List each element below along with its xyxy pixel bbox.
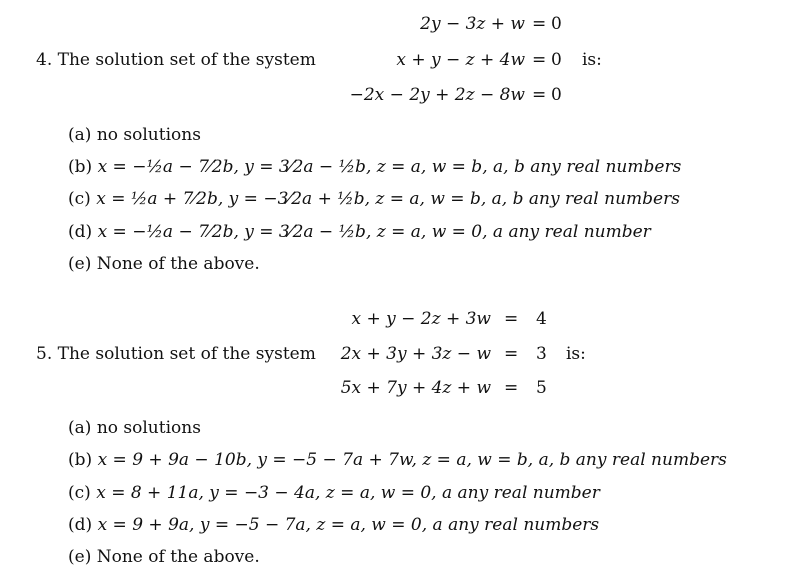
option-label: (a) [68, 418, 97, 438]
option-text: x = 9 + 9a − 10b, y = −5 − 7a + 7w, z = a, w = b, a, b any real numbers [97, 450, 727, 470]
answer-option[interactable] [68, 254, 260, 274]
option-label: (d) [68, 222, 98, 242]
answer-option[interactable] [68, 547, 260, 567]
equation-row [0, 14, 789, 36]
answer-option[interactable] [68, 450, 727, 470]
option-label: (e) [68, 547, 97, 567]
option-label: (e) [68, 254, 97, 274]
equation-relation: = [532, 50, 547, 70]
answer-option[interactable] [68, 483, 600, 503]
problem-prompt: 4. The solution set of the system [36, 50, 316, 70]
option-text: None of the above. [96, 547, 260, 567]
equation-rhs: 5 [536, 378, 547, 398]
equation-lhs: 2y − 3z + w [420, 14, 525, 34]
equation-rhs: 0 [551, 85, 562, 105]
equation-row [0, 50, 789, 72]
answer-option[interactable] [68, 125, 201, 145]
answer-option[interactable] [68, 515, 599, 535]
equation-relation: = [532, 85, 547, 105]
option-text: x = −½a − 7⁄2b, y = 3⁄2a − ½b, z = a, w = b, a, b any real numbers [97, 157, 682, 177]
equation-rhs: 3 [536, 344, 547, 364]
equation-lhs: x + y − z + 4w [396, 50, 525, 70]
problem-suffix: is: [566, 344, 586, 364]
equation-row [0, 85, 789, 107]
equation-relation: = [504, 378, 519, 398]
equation-lhs: 5x + 7y + 4z + w [340, 378, 491, 398]
option-text: no solutions [96, 418, 201, 438]
option-text: x = 9 + 9a, y = −5 − 7a, z = a, w = 0, a any real numbers [97, 515, 600, 535]
answer-option[interactable] [68, 189, 680, 209]
option-label: (b) [68, 450, 98, 470]
option-label: (c) [68, 483, 97, 503]
answer-option[interactable] [68, 157, 681, 177]
answer-option[interactable] [68, 418, 201, 438]
option-label: (b) [68, 157, 98, 177]
equation-relation: = [532, 14, 547, 34]
option-text: x = ½a + 7⁄2b, y = −3⁄2a + ½b, z = a, w = b, a, b any real numbers [96, 189, 680, 209]
option-text: no solutions [96, 125, 201, 145]
equation-lhs: −2x − 2y + 2z − 8w [349, 85, 525, 105]
option-text: x = −½a − 7⁄2b, y = 3⁄2a − ½b, z = a, w = 0, a any real number [97, 222, 651, 242]
option-label: (a) [68, 125, 97, 145]
equation-row [0, 344, 789, 366]
equation-lhs: x + y − 2z + 3w [351, 309, 491, 329]
problem-suffix: is: [582, 50, 602, 70]
equation-row [0, 309, 789, 331]
option-text: x = 8 + 11a, y = −3 − 4a, z = a, w = 0, a any real number [96, 483, 600, 503]
equation-lhs: 2x + 3y + 3z − w [340, 344, 491, 364]
answer-option[interactable] [68, 222, 651, 242]
option-text: None of the above. [96, 254, 260, 274]
equation-row [0, 378, 789, 400]
equation-relation: = [504, 309, 519, 329]
equation-rhs: 0 [551, 14, 562, 34]
option-label: (d) [68, 515, 98, 535]
equation-rhs: 4 [536, 309, 547, 329]
equation-relation: = [504, 344, 519, 364]
problem-prompt: 5. The solution set of the system [36, 344, 316, 364]
equation-rhs: 0 [551, 50, 562, 70]
option-label: (c) [68, 189, 97, 209]
